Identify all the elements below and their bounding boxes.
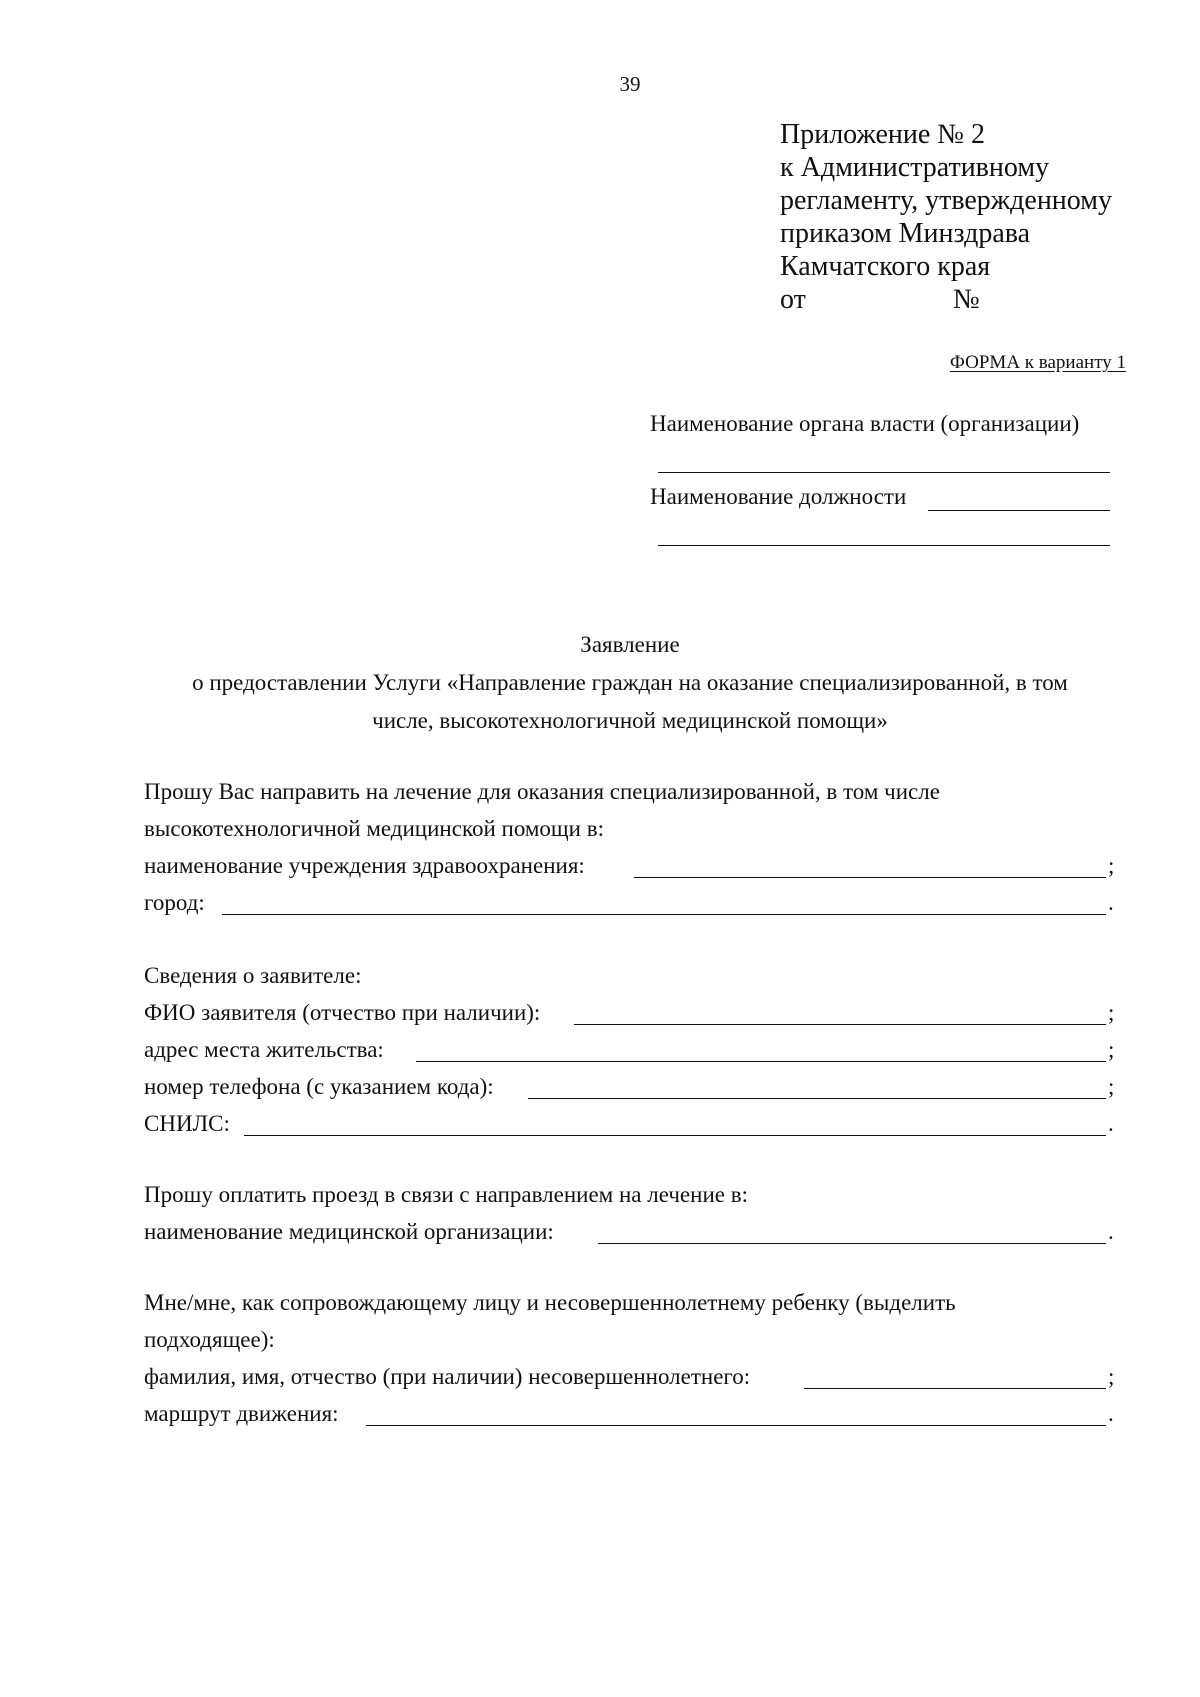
route-label: маршрут движения:: [144, 1401, 339, 1426]
address-label: адрес места жительства:: [144, 1037, 384, 1062]
phone-field[interactable]: [528, 1098, 1106, 1099]
semicolon: ;: [1108, 1000, 1115, 1025]
appendix-line: Приложение № 2: [780, 119, 985, 150]
address-field[interactable]: [416, 1061, 1106, 1062]
minor-fio-field[interactable]: [804, 1388, 1106, 1389]
appendix-date-number-line: [780, 283, 1112, 316]
medical-org-label: наименование медицинской организации:: [144, 1219, 554, 1244]
medical-org-field[interactable]: [598, 1243, 1106, 1244]
request-intro-line-2: высокотехнологичной медицинской помощи в:: [144, 816, 604, 841]
applicant-info-heading: Сведения о заявителе:: [144, 963, 362, 988]
city-field[interactable]: [222, 914, 1106, 915]
appendix-line: приказом Минздрава: [780, 218, 1031, 249]
semicolon: ;: [1108, 853, 1115, 878]
page-number: 39: [619, 72, 641, 96]
city-label: город:: [144, 890, 205, 915]
semicolon: ;: [1108, 1364, 1115, 1389]
form-variant-label: ФОРМА к варианту 1: [949, 352, 1126, 373]
snils-label: СНИЛС:: [144, 1111, 230, 1136]
document-subtitle-line-2: числе, высокотехнологичной медицинской помощи»: [372, 708, 888, 733]
position-label: Наименование должности: [650, 484, 907, 509]
document-subtitle-line-1: о предоставлении Услуги «Направление граждан на оказание специализированной, в том: [192, 670, 1068, 695]
institution-label: наименование учреждения здравоохранения:: [144, 853, 585, 878]
appendix-block: [780, 118, 1112, 316]
appendix-line: Камчатского края: [780, 251, 991, 282]
document-title: Заявление: [580, 632, 680, 657]
travel-payment-intro: Прошу оплатить проезд в связи с направлением на лечение в:: [144, 1182, 748, 1207]
request-intro-line-1: Прошу Вас направить на лечение для оказания специализированной, в том числе: [144, 779, 940, 804]
organ-name-field[interactable]: [658, 472, 1110, 473]
semicolon: ;: [1108, 1037, 1115, 1062]
semicolon: ;: [1108, 1074, 1115, 1099]
period: .: [1108, 1111, 1114, 1136]
position-field-extra[interactable]: [658, 545, 1110, 546]
institution-field[interactable]: [634, 877, 1106, 878]
period: .: [1108, 890, 1114, 915]
phone-label: номер телефона (с указанием кода):: [144, 1074, 494, 1099]
period: .: [1108, 1219, 1114, 1244]
minor-fio-label: фамилия, имя, отчество (при наличии) несовершеннолетнего:: [144, 1364, 751, 1389]
route-field[interactable]: [366, 1425, 1106, 1426]
companion-intro-line-2: подходящее):: [144, 1327, 275, 1352]
period: .: [1108, 1401, 1114, 1426]
appendix-line: регламенту, утвержденному: [780, 185, 1112, 216]
appendix-line: к Административному: [780, 152, 1050, 183]
companion-intro-line-1: Мне/мне, как сопровождающему лицу и несовершеннолетнему ребенку (выделить: [144, 1290, 956, 1315]
applicant-fio-field[interactable]: [574, 1024, 1106, 1025]
position-field[interactable]: [928, 510, 1110, 511]
number-label: №: [953, 284, 980, 315]
snils-field[interactable]: [244, 1135, 1106, 1136]
organ-name-label: Наименование органа власти (организации): [650, 411, 1080, 436]
from-label: от: [780, 284, 806, 315]
applicant-fio-label: ФИО заявителя (отчество при наличии):: [144, 1000, 541, 1025]
